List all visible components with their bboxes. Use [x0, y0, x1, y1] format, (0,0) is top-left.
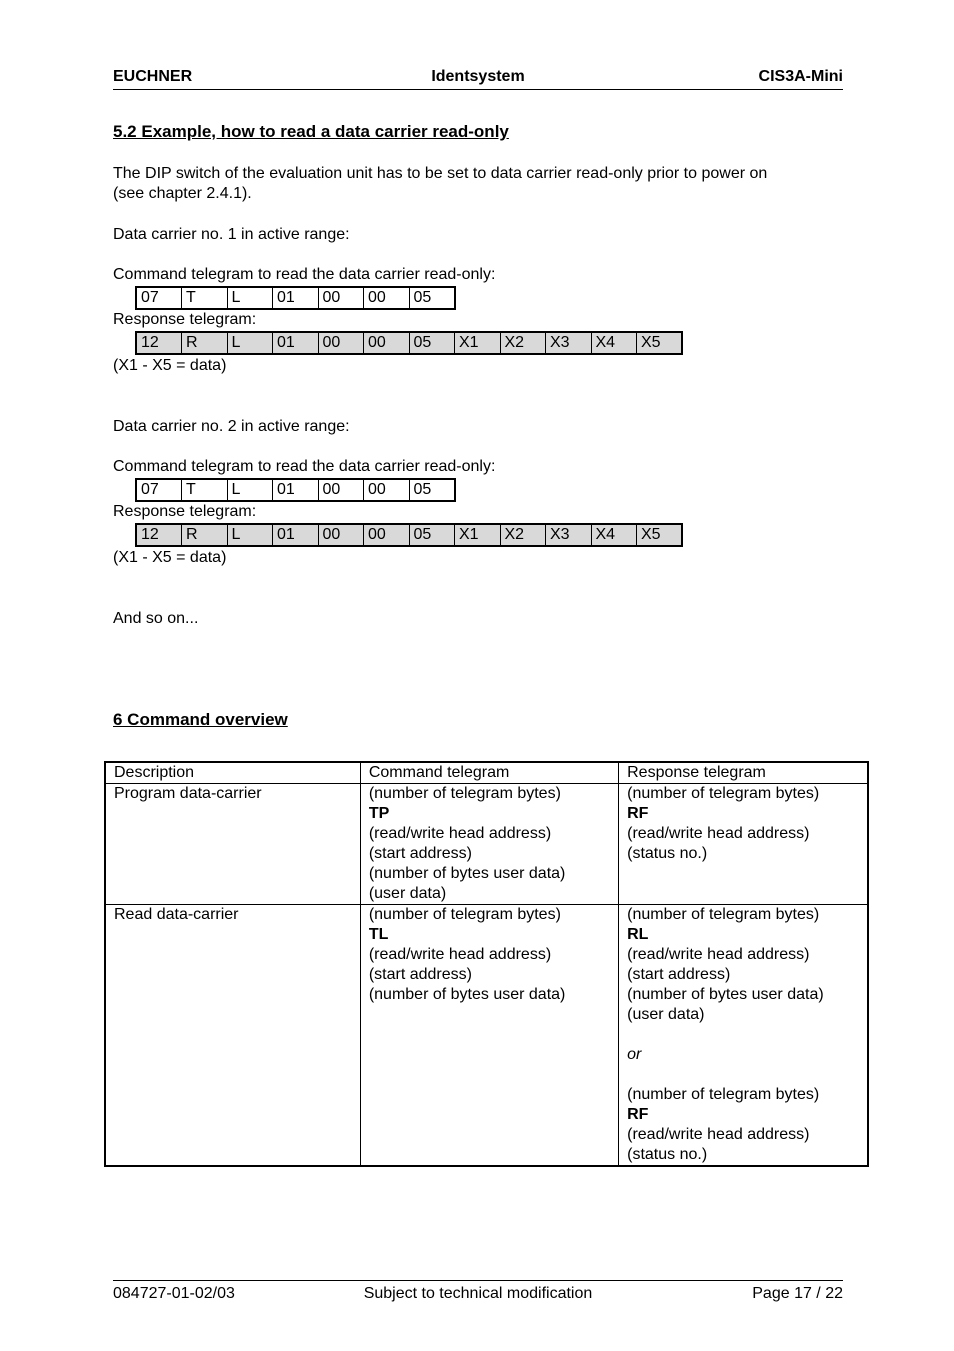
telegram-byte: R	[182, 524, 228, 546]
header-product-line: Identsystem	[431, 68, 525, 85]
telegram-byte: 07	[136, 479, 182, 501]
response-line: (read/write head address)	[627, 946, 810, 963]
row-command-cell	[360, 784, 618, 905]
telegram-byte: L	[227, 524, 273, 546]
command-line: (start address)	[368, 845, 472, 862]
telegram-byte: 00	[364, 332, 410, 354]
telegram-byte: 00	[364, 287, 410, 309]
telegram-byte: X1	[455, 332, 501, 354]
header-company: EUCHNER	[113, 68, 193, 85]
response-line: (user data)	[627, 1006, 705, 1023]
response-code: RF	[627, 805, 649, 822]
telegram-byte: X5	[637, 524, 683, 546]
header-model: CIS3A-Mini	[758, 68, 843, 85]
row-description: Read data-carrier	[105, 905, 360, 1167]
response-code: RL	[627, 926, 649, 943]
column-header-command: Command telegram	[360, 762, 618, 784]
telegram-byte: 00	[318, 287, 364, 309]
section-6-title: 6 Command overview	[113, 710, 288, 729]
telegram-byte: 05	[409, 479, 455, 501]
command-line: (number of telegram bytes)	[368, 785, 561, 802]
telegram-byte: X2	[500, 332, 546, 354]
response-line: (number of telegram bytes)	[627, 785, 820, 802]
footer-page-number: Page 17 / 22	[752, 1285, 843, 1302]
response-line: (number of telegram bytes)	[627, 1086, 820, 1103]
response-line: (number of telegram bytes)	[627, 906, 820, 923]
telegram-byte: 05	[409, 524, 455, 546]
command-line: (read/write head address)	[368, 825, 552, 842]
command-line: (user data)	[368, 885, 447, 902]
telegram-byte: X3	[546, 524, 592, 546]
intro-line-2: (see chapter 2.4.1).	[113, 185, 252, 202]
command-line: (number of bytes user data)	[368, 865, 566, 882]
table-header-row	[105, 762, 868, 784]
telegram-byte: R	[182, 332, 228, 354]
carrier-2-note: (X1 - X5 = data)	[113, 549, 227, 566]
response-code: RF	[627, 1106, 649, 1123]
telegram-byte: X3	[546, 332, 592, 354]
telegram-byte: 00	[318, 524, 364, 546]
response-line: (status no.)	[627, 845, 708, 862]
row-response-cell	[619, 905, 868, 1167]
telegram-byte: 00	[318, 479, 364, 501]
section-5-2-title: 5.2 Example, how to read a data carrier read-only	[113, 122, 509, 141]
telegram-byte: 00	[318, 332, 364, 354]
telegram-byte: 07	[136, 287, 182, 309]
intro-line-1: The DIP switch of the evaluation unit has to be set to data carrier read-only prior to power on	[113, 165, 768, 182]
telegram-byte: T	[182, 479, 228, 501]
command-line: (number of telegram bytes)	[368, 906, 561, 923]
response-line: (read/write head address)	[627, 1126, 810, 1143]
telegram-byte: 01	[273, 287, 319, 309]
telegram-byte: X2	[500, 524, 546, 546]
response-line: (start address)	[627, 966, 731, 983]
telegram-byte: X4	[591, 524, 637, 546]
column-header-description: Description	[105, 762, 360, 784]
row-response-cell	[619, 784, 868, 905]
column-header-response: Response telegram	[619, 762, 868, 784]
telegram-byte: X4	[591, 332, 637, 354]
command-line: (start address)	[368, 966, 472, 983]
telegram-byte: X5	[637, 332, 683, 354]
telegram-byte: 00	[364, 479, 410, 501]
table-row	[105, 905, 868, 1167]
footer-document-number: 084727-01-02/03	[113, 1285, 235, 1302]
row-description: Program data-carrier	[105, 784, 360, 905]
response-line: (read/write head address)	[627, 825, 810, 842]
command-line: (number of bytes user data)	[368, 986, 566, 1003]
page-footer	[113, 1280, 843, 1309]
footer-notice: Subject to technical modification	[363, 1285, 593, 1302]
telegram-byte: 12	[136, 524, 182, 546]
response-line: (status no.)	[627, 1146, 708, 1163]
and-so-on-text: And so on...	[113, 610, 199, 627]
telegram-byte: 12	[136, 332, 182, 354]
carrier-1-note: (X1 - X5 = data)	[113, 357, 227, 374]
telegram-byte: 01	[273, 479, 319, 501]
carrier-2-response-label: Response telegram:	[113, 503, 257, 520]
telegram-byte: 01	[273, 332, 319, 354]
row-command-cell	[360, 905, 618, 1167]
carrier-2-command-label: Command telegram to read the data carrier read-only:	[113, 458, 496, 475]
telegram-byte: 05	[409, 287, 455, 309]
carrier-1-command-telegram	[135, 286, 456, 310]
carrier-1-response-label: Response telegram:	[113, 311, 257, 328]
telegram-byte: L	[227, 479, 273, 501]
spacer-line	[627, 1025, 867, 1045]
command-overview-table	[104, 761, 869, 1167]
response-or: or	[627, 1046, 642, 1063]
telegram-byte: 05	[409, 332, 455, 354]
spacer-line	[627, 1065, 867, 1085]
telegram-byte: T	[182, 287, 228, 309]
carrier-2-label: Data carrier no. 2 in active range:	[113, 418, 350, 435]
carrier-1-response-telegram	[135, 331, 683, 355]
carrier-2-command-telegram	[135, 478, 456, 502]
telegram-byte: 00	[364, 524, 410, 546]
command-line: (read/write head address)	[368, 946, 552, 963]
command-code: TL	[368, 926, 389, 943]
carrier-1-command-label: Command telegram to read the data carrier read-only:	[113, 266, 496, 283]
page-header	[113, 68, 843, 90]
telegram-byte: L	[227, 332, 273, 354]
command-code: TP	[368, 805, 390, 822]
response-line: (number of bytes user data)	[627, 986, 824, 1003]
carrier-2-response-telegram	[135, 523, 683, 547]
telegram-byte: X1	[455, 524, 501, 546]
telegram-byte: L	[227, 287, 273, 309]
telegram-byte: 01	[273, 524, 319, 546]
carrier-1-label: Data carrier no. 1 in active range:	[113, 226, 350, 243]
table-row	[105, 784, 868, 905]
